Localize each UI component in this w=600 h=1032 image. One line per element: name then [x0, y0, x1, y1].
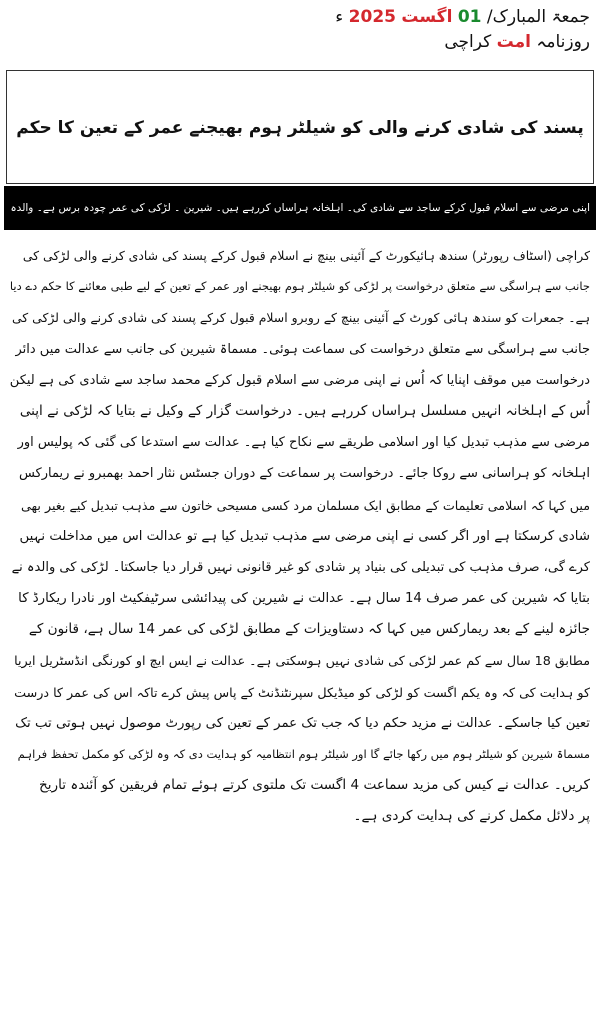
article-line: ہے۔ جمعرات کو سندھ ہائی کورٹ کے آئینی بینچ کے روبرو اسلام قبول کرکے پسند کی شادی کرنے والی لڑکی کی	[11, 310, 590, 326]
newspaper-name	[190, 30, 590, 54]
headline: پسند کی شادی کرنے والی کو شیلٹر ہوم بھیجنے عمر کے تعین کا حکم	[16, 117, 584, 138]
article-line: مطابق 18 سال سے کم عمر لڑکی کی شادی نہیں ہوسکتی ہے۔ عدالت نے ایس ایچ او کورنگی انڈسٹریل ایریا	[14, 653, 590, 669]
article-line: کرے گی، صرف مذہب کی تبدیلی کی بنیاد پر شادی کو غیر قانونی نہیں قرار دیا جاسکتا۔ لڑکی کی والدہ نے	[11, 559, 590, 575]
headline-box	[6, 70, 594, 184]
article-line: کریں۔ عدالت نے کیس کی مزید سماعت 4 اگست تک ملتوی کرتے ہوئے تمام فریقین کو آئندہ تاریخ	[38, 777, 590, 794]
dateline-suffix: ء	[335, 7, 344, 27]
article-line: تعین کیا جاسکے۔ عدالت نے مزید حکم دیا کہ جب تک عمر کے تعین کی رپورٹ موصول نہیں ہوتی تب تک	[15, 715, 590, 731]
article-line: میں کہا کہ اسلامی تعلیمات کے مطابق ایک مسلمان مرد کسی مسیحی خاتون سے مذہب تبدیل کیے بغیر بھی	[20, 497, 590, 513]
article-line: جائزہ لینے کے بعد ریمارکس میں کہا کہ دستاویزات کے مطابق لڑکی کی عمر 14 سال ہے، قانون کے	[28, 621, 590, 638]
article-line: جانب سے ہراسگی سے متعلق درخواست کی سماعت ہوئی۔ مسماۃ شیرین کی جانب سے عدالت میں دائر	[15, 341, 590, 357]
article-line: بتایا کہ شیرین کی عمر صرف 14 سال ہے۔ عدالت نے شیرین کی پیدائشی سرٹیفکیٹ اور نادرا ریکارڈ کا	[18, 591, 590, 607]
article-line: درخواست میں موقف اپنایا کہ اُس نے اپنی مرضی سے اسلام قبول کرکے محمد ساجد سے شادی کی ہے لیکن	[10, 372, 590, 388]
article-line: اُس کے اہلخانہ انہیں مسلسل ہراساں کررہے ہیں۔ درخواست گزار کے وکیل نے بتایا کہ لڑکی نے اپنی	[19, 402, 590, 419]
article-line: شادی کرسکتا ہے اور اگر کسی نے اپنی مرضی سے مذہب تبدیل کیا ہے تو عدالت اس میں مداخلت نہیں	[19, 528, 590, 544]
subheadline-bar: اپنی مرضی سے اسلام قبول کرکے ساجد سے شادی کی۔ اہلخانہ ہراساں کررہے ہیں۔ شیرین ۔ لڑکی کی عمر چودہ برس ہے۔ والدہ	[4, 186, 596, 230]
article-body	[10, 240, 590, 833]
dateline-day: 01	[457, 7, 482, 27]
article-line: مسماۃ شیرین کو شیلٹر ہوم میں رکھا جائے گا اور شیلٹر ہوم انتظامیہ کو ہدایت دی کہ وہ لڑکی کو مکمل تحفظ فراہم	[17, 747, 590, 761]
dateline	[190, 6, 590, 28]
article-line: کو ہدایت کی کہ وہ یکم اگست کو لڑکی کو میڈیکل سپرنٹنڈنٹ کے پاس پیش کرے تاکہ اس کی عمر کا درست	[14, 684, 590, 700]
newspaper-prefix: روزنامہ	[536, 32, 590, 52]
dateline-weekday: جمعۃ المبارک/	[486, 7, 590, 27]
dateline-year: 2025	[348, 7, 396, 27]
newspaper-brand: امت	[496, 32, 531, 52]
article-line: کراچی (اسٹاف رپورٹر) سندھ ہائیکورٹ کے آئینی بینچ نے اسلام قبول کرکے پسند کی شادی کرنے والی لڑکی کی	[22, 248, 590, 263]
newspaper-city: کراچی	[444, 32, 492, 52]
article-line: جانب سے ہراسگی سے متعلق درخواست پر لڑکی کو شیلٹر ہوم بھیجنے اور عمر کے تعین کے لیے طبی معائنے کا حکم دے دیا	[10, 279, 590, 294]
article-line: اہلخانہ کو ہراسانی سے روکا جائے۔ درخواست پر سماعت کے دوران جسٹس نثار احمد بھمبرو نے ریمارکس	[18, 466, 590, 482]
dateline-month: اگست	[401, 7, 453, 27]
article-line: پر دلائل مکمل کرنے کی ہدایت کردی ہے۔	[353, 808, 590, 825]
article-line: مرضی سے مذہب تبدیل کیا اور اسلامی طریقے سے نکاح کیا ہے۔ عدالت سے استدعا کی گئی کہ پولیس اور	[17, 435, 590, 451]
